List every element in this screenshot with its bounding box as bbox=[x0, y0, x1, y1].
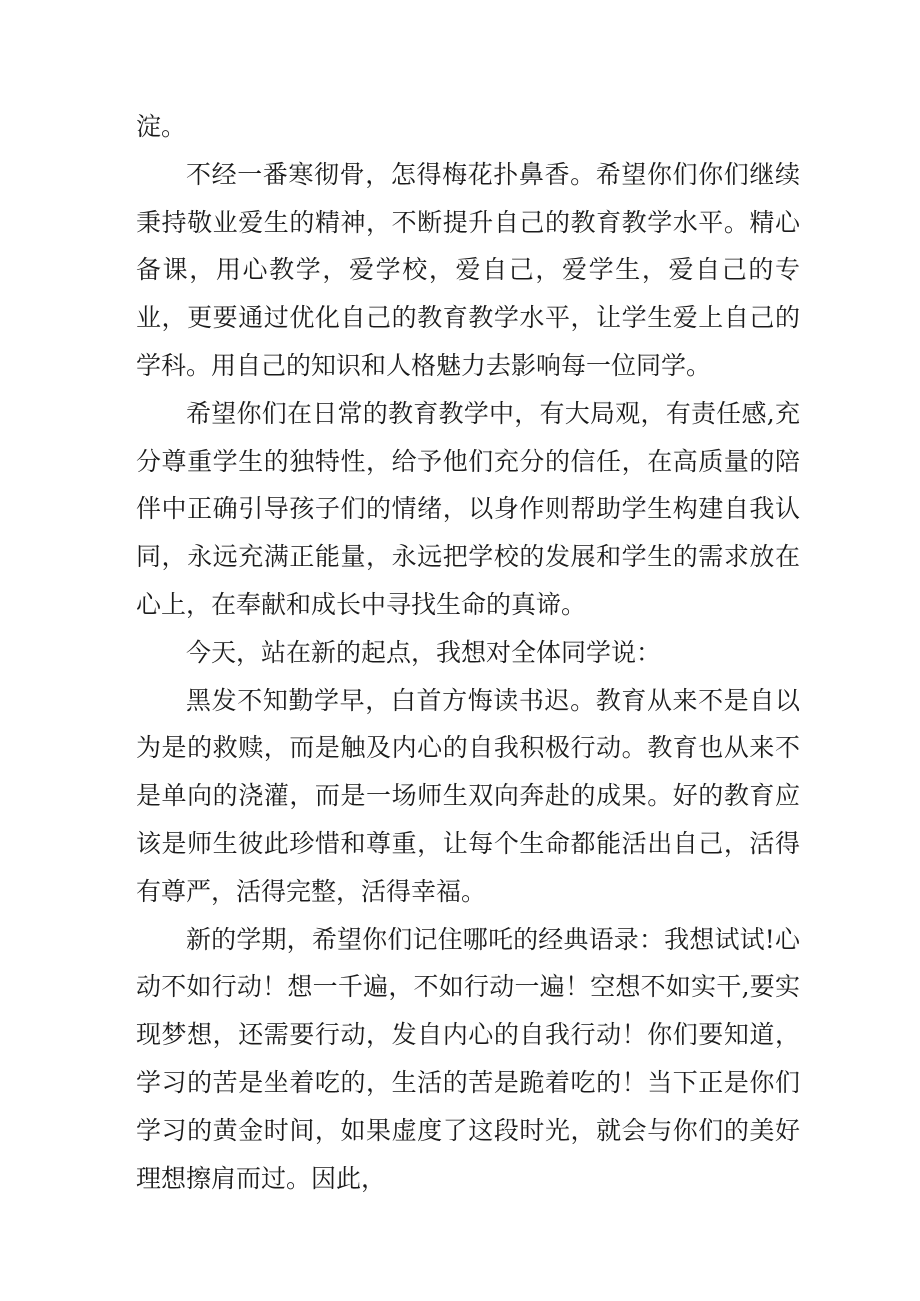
paragraph-new-semester: 新的学期，希望你们记住哪吒的经典语录：我想试试!心动不如行动！想一千遍，不如行动一遍！空想不如实干,要实现梦想，还需要行动，发自内心的自我行动！你们要知道，学习的苦是坐着吃的，生活的苦是跪着吃的！当下正是你们学习的黄金时间，如果虚度了这段时光，就会与你们的美好理想擦肩而过。因此， bbox=[136, 924, 800, 1193]
paragraph-perseverance: 不经一番寒彻骨，怎得梅花扑鼻香。希望你们你们继续秉持敬业爱生的精神，不断提升自己的教育教学水平。精心备课，用心教学，爱学校，爱自己，爱学生，爱自己的专业，更要通过优化自己的教育教学水平，让学生爱上自己的学科。用自己的知识和人格魅力去影响每一位同学。 bbox=[136, 159, 800, 380]
paragraph-teachers-hope: 希望你们在日常的教育教学中，有大局观，有责任感,充分尊重学生的独特性，给予他们充分的信任，在高质量的陪伴中正确引导孩子们的情绪，以身作则帮助学生构建自我认同，永远充满正能量，永远把学校的发展和学生的需求放在心上，在奉献和成长中寻找生命的真谛。 bbox=[136, 398, 800, 619]
paragraph-new-start: 今天，站在新的起点，我想对全体同学说： bbox=[186, 637, 662, 667]
document-page bbox=[136, 103, 800, 1202]
paragraph-education: 黑发不知勤学早，白首方悔读书迟。教育从来不是自以为是的救赎，而是触及内心的自我积极行动。教育也从来不是单向的浇灌，而是一场师生双向奔赴的成果。好的教育应该是师生彼此珍惜和尊重，让每个生命都能活出自己，活得有尊严，活得完整，活得幸福。 bbox=[136, 685, 800, 906]
paragraph-continued: 淀。 bbox=[136, 112, 187, 141]
